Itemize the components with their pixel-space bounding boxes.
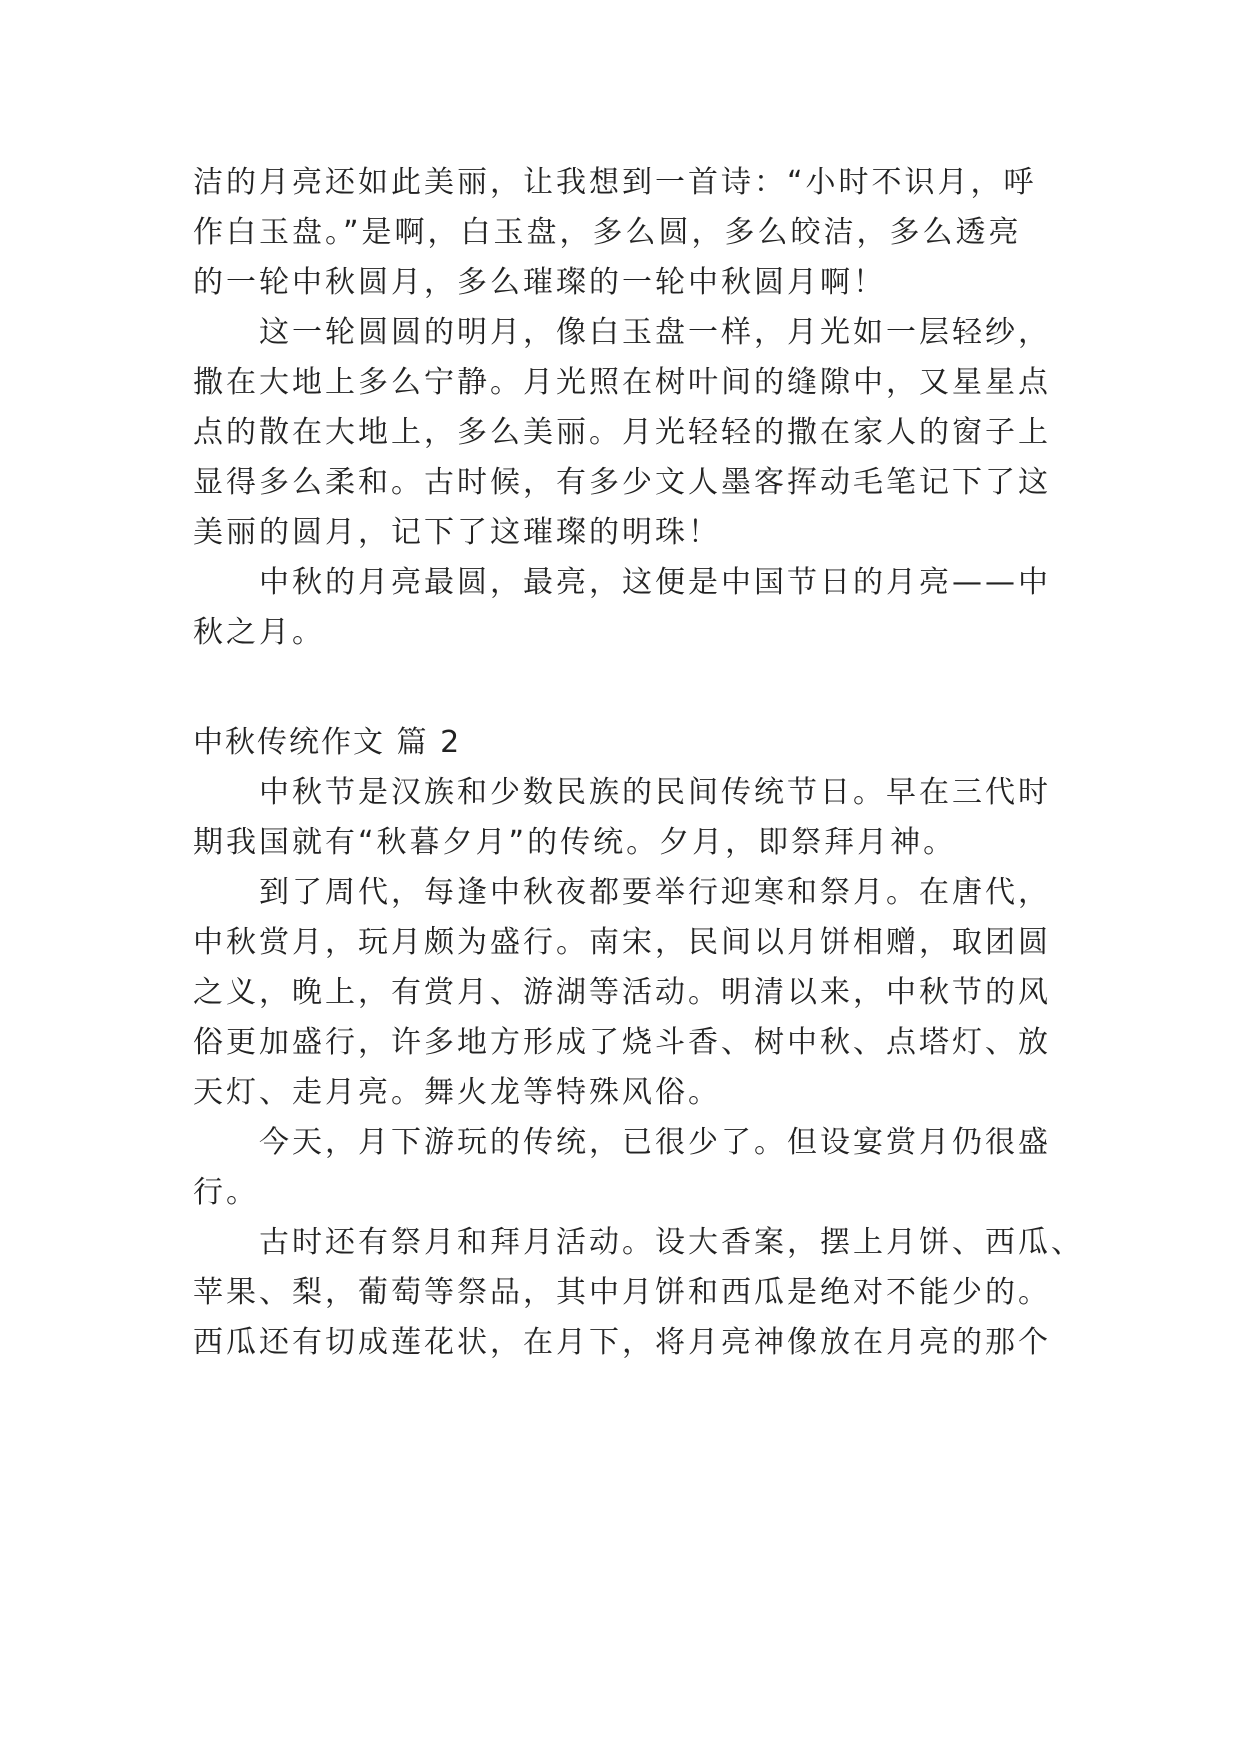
text-line: 撒在大地上多么宁静。月光照在树叶间的缝隙中，又星星点 — [193, 365, 1051, 400]
paragraph-start-line: 今天，月下游玩的传统，已很少了。但设宴赏月仍很盛 — [259, 1125, 1051, 1160]
text-line: 的一轮中秋圆月，多么璀璨的一轮中秋圆月啊！ — [193, 265, 886, 300]
text-line: 点的散在大地上，多么美丽。月光轻轻的撒在家人的窗子上 — [193, 415, 1051, 450]
text-line: 洁的月亮还如此美丽，让我想到一首诗：“小时不识月，呼 — [193, 165, 1037, 200]
text-line: 俗更加盛行，许多地方形成了烧斗香、树中秋、点塔灯、放 — [193, 1025, 1051, 1060]
text-line: 之义，晚上，有赏月、游湖等活动。明清以来，中秋节的风 — [193, 975, 1051, 1010]
paragraph-start-line: 这一轮圆圆的明月，像白玉盘一样，月光如一层轻纱， — [259, 315, 1051, 350]
section-title: 中秋传统作文 篇 2 — [193, 725, 462, 760]
text-line: 西瓜还有切成莲花状，在月下，将月亮神像放在月亮的那个 — [193, 1325, 1051, 1360]
paragraph-start-line: 中秋的月亮最圆，最亮，这便是中国节日的月亮——中 — [259, 565, 1051, 600]
text-line: 行。 — [193, 1175, 259, 1210]
text-line: 天灯、走月亮。舞火龙等特殊风俗。 — [193, 1075, 721, 1110]
text-line: 作白玉盘。”是啊，白玉盘，多么圆，多么皎洁，多么透亮 — [193, 215, 1022, 250]
document-body — [193, 158, 1084, 1368]
section-gap — [193, 658, 1073, 718]
text-line: 期我国就有“秋暮夕月”的传统。夕月，即祭拜月神。 — [193, 825, 957, 860]
text-line: 显得多么柔和。古时候，有多少文人墨客挥动毛笔记下了这 — [193, 465, 1051, 500]
paragraph-start-line: 古时还有祭月和拜月活动。设大香案，摆上月饼、西瓜、 — [259, 1225, 1084, 1260]
paragraph-start-line: 到了周代，每逢中秋夜都要举行迎寒和祭月。在唐代， — [259, 875, 1051, 910]
paragraph-start-line: 中秋节是汉族和少数民族的民间传统节日。早在三代时 — [259, 775, 1051, 810]
text-line: 中秋赏月，玩月颇为盛行。南宋，民间以月饼相赠，取团圆 — [193, 925, 1051, 960]
text-line: 苹果、梨，葡萄等祭品，其中月饼和西瓜是绝对不能少的。 — [193, 1275, 1051, 1310]
text-line: 美丽的圆月，记下了这璀璨的明珠！ — [193, 515, 721, 550]
text-line: 秋之月。 — [193, 615, 325, 650]
